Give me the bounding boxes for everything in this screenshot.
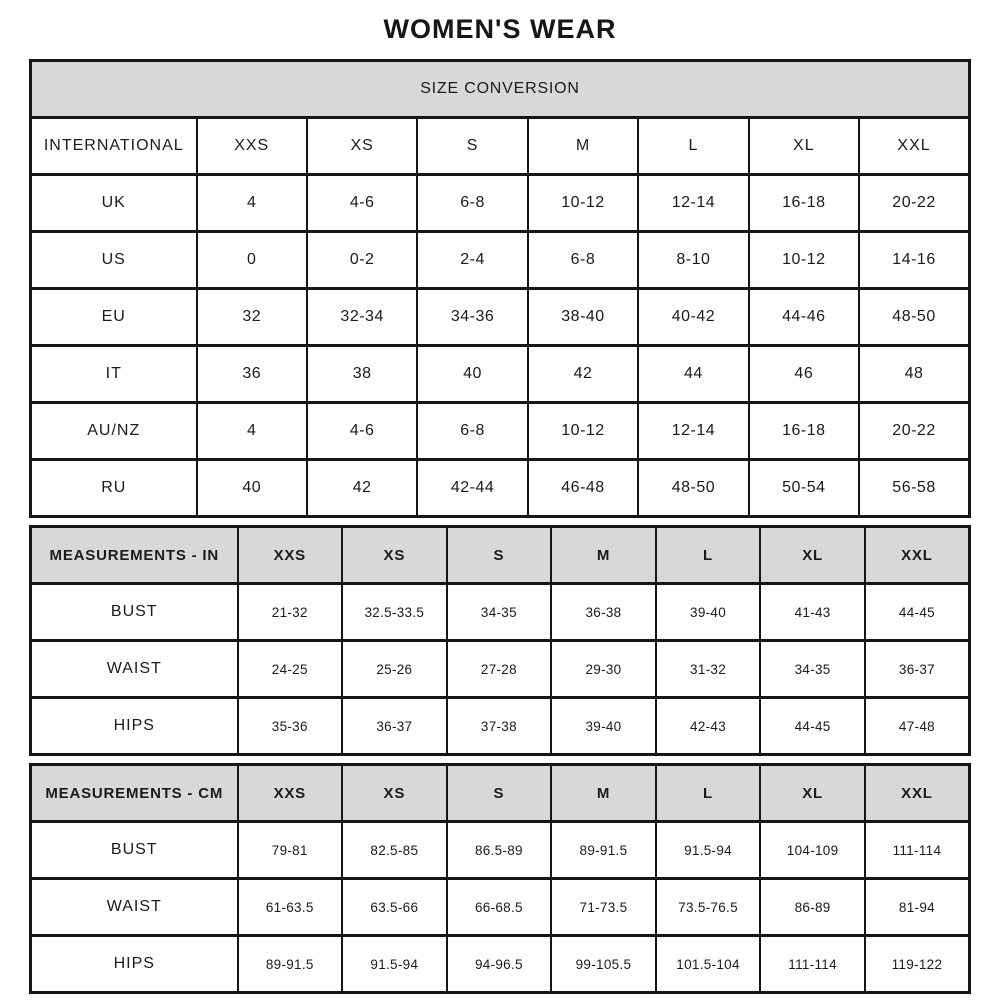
- value-cell: 4: [197, 403, 307, 460]
- measurements-in-table: [29, 525, 971, 756]
- value-cell: 16-18: [749, 403, 859, 460]
- size-column-header: S: [447, 765, 552, 822]
- value-cell: 38-40: [528, 289, 638, 346]
- value-cell: 10-12: [528, 403, 638, 460]
- size-column-header: L: [656, 527, 761, 584]
- value-cell: 94-96.5: [447, 936, 552, 993]
- measurements-cm-body: [31, 822, 970, 993]
- value-cell: 56-58: [859, 460, 969, 517]
- value-cell: 29-30: [551, 641, 656, 698]
- value-cell: 89-91.5: [551, 822, 656, 879]
- value-cell: 104-109: [760, 822, 865, 879]
- value-cell: 71-73.5: [551, 879, 656, 936]
- value-cell: 91.5-94: [656, 822, 761, 879]
- value-cell: 32-34: [307, 289, 417, 346]
- size-column-header: M: [551, 527, 656, 584]
- value-cell: 36: [197, 346, 307, 403]
- value-cell: 111-114: [760, 936, 865, 993]
- value-cell: 73.5-76.5: [656, 879, 761, 936]
- size-column-header: XXL: [865, 765, 970, 822]
- value-cell: 89-91.5: [238, 936, 343, 993]
- size-column-header: XS: [342, 527, 447, 584]
- value-cell: 6-8: [417, 403, 527, 460]
- value-cell: 25-26: [342, 641, 447, 698]
- value-cell: 34-35: [447, 584, 552, 641]
- value-cell: 101.5-104: [656, 936, 761, 993]
- value-cell: 20-22: [859, 175, 969, 232]
- table-row: [31, 175, 970, 232]
- value-cell: 36-37: [342, 698, 447, 755]
- value-cell: 12-14: [638, 175, 748, 232]
- size-column-header: XL: [760, 765, 865, 822]
- size-column-header: XXS: [238, 765, 343, 822]
- row-label: IT: [31, 346, 197, 403]
- value-cell: 66-68.5: [447, 879, 552, 936]
- value-cell: 38: [307, 346, 417, 403]
- table-row: [31, 879, 970, 936]
- banner-row: [31, 61, 970, 118]
- value-cell: 37-38: [447, 698, 552, 755]
- value-cell: 4-6: [307, 403, 417, 460]
- size-column-header: XXL: [859, 118, 969, 175]
- value-cell: 2-4: [417, 232, 527, 289]
- value-cell: 47-48: [865, 698, 970, 755]
- table-row: [31, 232, 970, 289]
- value-cell: 79-81: [238, 822, 343, 879]
- table-row: [31, 289, 970, 346]
- measurements-cm-table: [29, 763, 971, 994]
- value-cell: 10-12: [528, 175, 638, 232]
- value-cell: 81-94: [865, 879, 970, 936]
- row-header-cell: INTERNATIONAL: [31, 118, 197, 175]
- row-label: RU: [31, 460, 197, 517]
- value-cell: 34-36: [417, 289, 527, 346]
- row-label: HIPS: [31, 936, 238, 993]
- value-cell: 46: [749, 346, 859, 403]
- value-cell: 20-22: [859, 403, 969, 460]
- value-cell: 99-105.5: [551, 936, 656, 993]
- value-cell: 24-25: [238, 641, 343, 698]
- size-column-header: L: [656, 765, 761, 822]
- size-conversion-body: [31, 175, 970, 517]
- value-cell: 10-12: [749, 232, 859, 289]
- value-cell: 6-8: [528, 232, 638, 289]
- value-cell: 42: [528, 346, 638, 403]
- size-column-header: M: [551, 765, 656, 822]
- value-cell: 44-45: [865, 584, 970, 641]
- row-label: BUST: [31, 584, 238, 641]
- value-cell: 48: [859, 346, 969, 403]
- size-conversion-banner: SIZE CONVERSION: [31, 61, 970, 118]
- value-cell: 32.5-33.5: [342, 584, 447, 641]
- size-column-header: S: [447, 527, 552, 584]
- table-row: [31, 936, 970, 993]
- value-cell: 46-48: [528, 460, 638, 517]
- value-cell: 42: [307, 460, 417, 517]
- value-cell: 39-40: [551, 698, 656, 755]
- table-row: [31, 641, 970, 698]
- value-cell: 6-8: [417, 175, 527, 232]
- row-header-cell: MEASUREMENTS - CM: [31, 765, 238, 822]
- value-cell: 50-54: [749, 460, 859, 517]
- value-cell: 21-32: [238, 584, 343, 641]
- value-cell: 39-40: [656, 584, 761, 641]
- table-row: [31, 346, 970, 403]
- table-row: [31, 584, 970, 641]
- value-cell: 0: [197, 232, 307, 289]
- value-cell: 4-6: [307, 175, 417, 232]
- size-column-header: XXS: [197, 118, 307, 175]
- value-cell: 111-114: [865, 822, 970, 879]
- table-row: [31, 403, 970, 460]
- row-label: WAIST: [31, 879, 238, 936]
- measurements-in-body: [31, 584, 970, 755]
- value-cell: 44: [638, 346, 748, 403]
- table-row: [31, 460, 970, 517]
- value-cell: 82.5-85: [342, 822, 447, 879]
- value-cell: 35-36: [238, 698, 343, 755]
- size-column-header: XL: [749, 118, 859, 175]
- value-cell: 44-46: [749, 289, 859, 346]
- table-row: [31, 822, 970, 879]
- value-cell: 48-50: [859, 289, 969, 346]
- value-cell: 41-43: [760, 584, 865, 641]
- value-cell: 8-10: [638, 232, 748, 289]
- value-cell: 16-18: [749, 175, 859, 232]
- value-cell: 31-32: [656, 641, 761, 698]
- value-cell: 0-2: [307, 232, 417, 289]
- value-cell: 36-38: [551, 584, 656, 641]
- value-cell: 32: [197, 289, 307, 346]
- value-cell: 119-122: [865, 936, 970, 993]
- value-cell: 42-43: [656, 698, 761, 755]
- value-cell: 4: [197, 175, 307, 232]
- size-column-header: XXL: [865, 527, 970, 584]
- value-cell: 12-14: [638, 403, 748, 460]
- row-label: BUST: [31, 822, 238, 879]
- row-label: HIPS: [31, 698, 238, 755]
- value-cell: 14-16: [859, 232, 969, 289]
- value-cell: 34-35: [760, 641, 865, 698]
- row-label: US: [31, 232, 197, 289]
- value-cell: 86-89: [760, 879, 865, 936]
- value-cell: 40: [197, 460, 307, 517]
- size-conversion-header-row: [31, 118, 970, 175]
- row-label: AU/NZ: [31, 403, 197, 460]
- size-conversion-table: [29, 59, 971, 518]
- size-column-header: XS: [307, 118, 417, 175]
- row-label: WAIST: [31, 641, 238, 698]
- value-cell: 61-63.5: [238, 879, 343, 936]
- value-cell: 36-37: [865, 641, 970, 698]
- value-cell: 42-44: [417, 460, 527, 517]
- row-label: EU: [31, 289, 197, 346]
- value-cell: 63.5-66: [342, 879, 447, 936]
- size-column-header: M: [528, 118, 638, 175]
- measurements-cm-header-row: [31, 765, 970, 822]
- row-header-cell: MEASUREMENTS - IN: [31, 527, 238, 584]
- size-column-header: S: [417, 118, 527, 175]
- size-column-header: XS: [342, 765, 447, 822]
- row-label: UK: [31, 175, 197, 232]
- table-row: [31, 698, 970, 755]
- value-cell: 91.5-94: [342, 936, 447, 993]
- size-column-header: XXS: [238, 527, 343, 584]
- value-cell: 48-50: [638, 460, 748, 517]
- size-column-header: XL: [760, 527, 865, 584]
- measurements-in-header-row: [31, 527, 970, 584]
- page-title: WOMEN'S WEAR: [383, 14, 617, 44]
- value-cell: 44-45: [760, 698, 865, 755]
- value-cell: 40: [417, 346, 527, 403]
- value-cell: 40-42: [638, 289, 748, 346]
- value-cell: 86.5-89: [447, 822, 552, 879]
- value-cell: 27-28: [447, 641, 552, 698]
- size-column-header: L: [638, 118, 748, 175]
